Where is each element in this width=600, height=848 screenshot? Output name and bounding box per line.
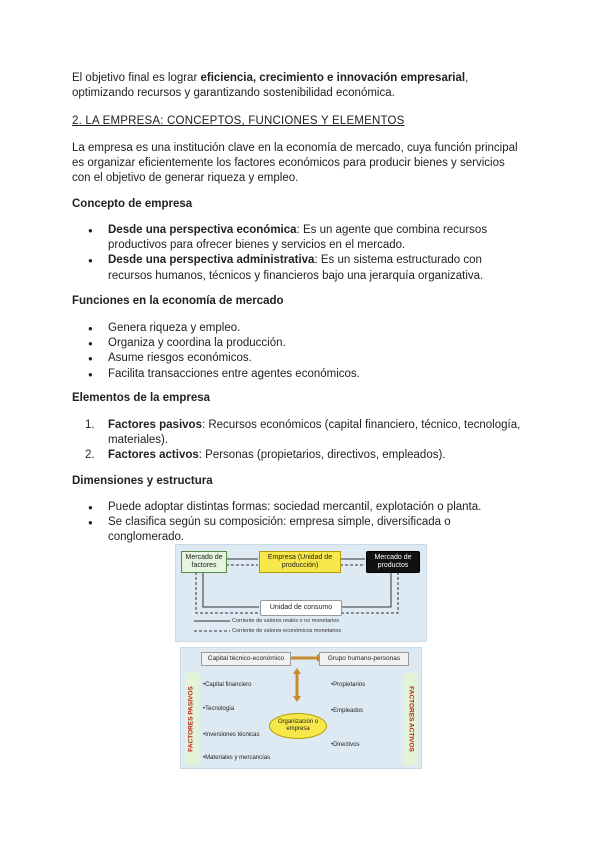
factores-activos-band xyxy=(403,673,417,765)
item-number: 1. xyxy=(85,419,95,431)
legend-solid: Corriente de valores reales o no monetarios xyxy=(232,618,340,624)
passive-item: •Inversiones técnicas xyxy=(203,732,260,738)
heading-dimensiones: Dimensiones y estructura xyxy=(72,475,213,487)
capital-header: Capital técnico-económico xyxy=(201,652,291,666)
item-text: : Es un agente que combina recursos productivos para ofrecer bienes y servicios en el mercado. xyxy=(108,224,488,252)
list-item xyxy=(72,253,528,283)
list-item: ● Puede adoptar distintas formas: sociedad mercantil, explotación o planta. xyxy=(72,500,528,515)
item-text: : Recursos económicos (capital financiero, técnico, tecnología, materiales). xyxy=(108,419,521,447)
factores-activos-label: FACTORES ACTIVOS xyxy=(407,686,415,752)
passive-item: •Tecnología xyxy=(203,706,235,712)
passive-item: •Capital financiero xyxy=(203,682,252,688)
circular-flow-diagram xyxy=(175,544,427,642)
item-number: 2. xyxy=(85,449,95,462)
concepto-list xyxy=(72,223,528,284)
factores-diagram xyxy=(180,647,422,769)
factores-pasivos-band xyxy=(185,673,199,765)
active-item: •Propietarios xyxy=(331,682,366,688)
heading-elementos: Elementos de la empresa xyxy=(72,392,211,404)
mercado-productos-box: Mercado de productos xyxy=(366,551,420,573)
item-bold: Desde una perspectiva económica xyxy=(108,224,297,236)
item-bold: Factores activos xyxy=(108,449,199,462)
list-item: ● Genera riqueza y empleo. xyxy=(72,321,528,336)
active-item: •Empleados xyxy=(331,708,364,714)
legend-dashed: Corriente de valores económicos monetarios xyxy=(232,628,342,634)
list-item xyxy=(72,418,528,448)
elementos-list xyxy=(72,418,528,464)
list-item: ● Se clasifica según su composición: empresa simple, diversificada o conglomerado. xyxy=(72,515,528,545)
factores-pasivos-label: FACTORES PASIVOS xyxy=(187,686,195,752)
list-item: ● Facilita transacciones entre agentes económicos. xyxy=(72,367,528,382)
funciones-list xyxy=(72,321,528,382)
grupo-header: Grupo humano-personas xyxy=(319,652,409,666)
intro-text-end: , optimizando recursos y garantizando sostenibilidad económica. xyxy=(72,72,469,100)
section-title: 2. LA EMPRESA: CONCEPTOS, FUNCIONES Y ELEMENTOS xyxy=(72,115,405,127)
passive-item: •Materiales y mercancías xyxy=(203,755,271,761)
mercado-factores-box: Mercado de factores xyxy=(181,551,227,573)
item-bold: Desde una perspectiva administrativa xyxy=(108,254,315,267)
intro-paragraph xyxy=(72,71,528,101)
intro-bold-text: eficiencia, crecimiento e innovación empresarial xyxy=(200,72,466,84)
empresa-box: Empresa (Unidad de producción) xyxy=(259,551,341,573)
intro-text-start: El objetivo final es lograr xyxy=(72,72,201,84)
item-text: : Personas (propietarios, directivos, empleados). xyxy=(198,449,446,462)
list-item: ● Asume riesgos económicos. xyxy=(72,351,528,366)
unidad-consumo-box: Unidad de consumo xyxy=(260,600,342,616)
list-item: ● Organiza y coordina la producción. xyxy=(72,336,528,351)
item-bold: Factores pasivos xyxy=(108,419,202,431)
section-intro-paragraph: La empresa es una institución clave en la economía de mercado, cuya función principal es organizar eficientemente los factores económicos para producir bienes y servicios con el objetivo de generar riqueza y empleo. xyxy=(72,142,518,185)
organizacion-ellipse: Organización o empresa xyxy=(269,713,327,739)
active-item: •Directivos xyxy=(331,742,360,748)
list-item xyxy=(72,448,528,463)
dimensiones-list xyxy=(72,500,528,546)
heading-funciones: Funciones en la economía de mercado xyxy=(72,295,284,307)
heading-concepto: Concepto de empresa xyxy=(72,198,193,210)
list-item xyxy=(72,223,528,253)
item-text: : Es un sistema estructurado con recursos humanos, técnicos y financieros bajo una jerarquía organizativa. xyxy=(108,254,484,282)
